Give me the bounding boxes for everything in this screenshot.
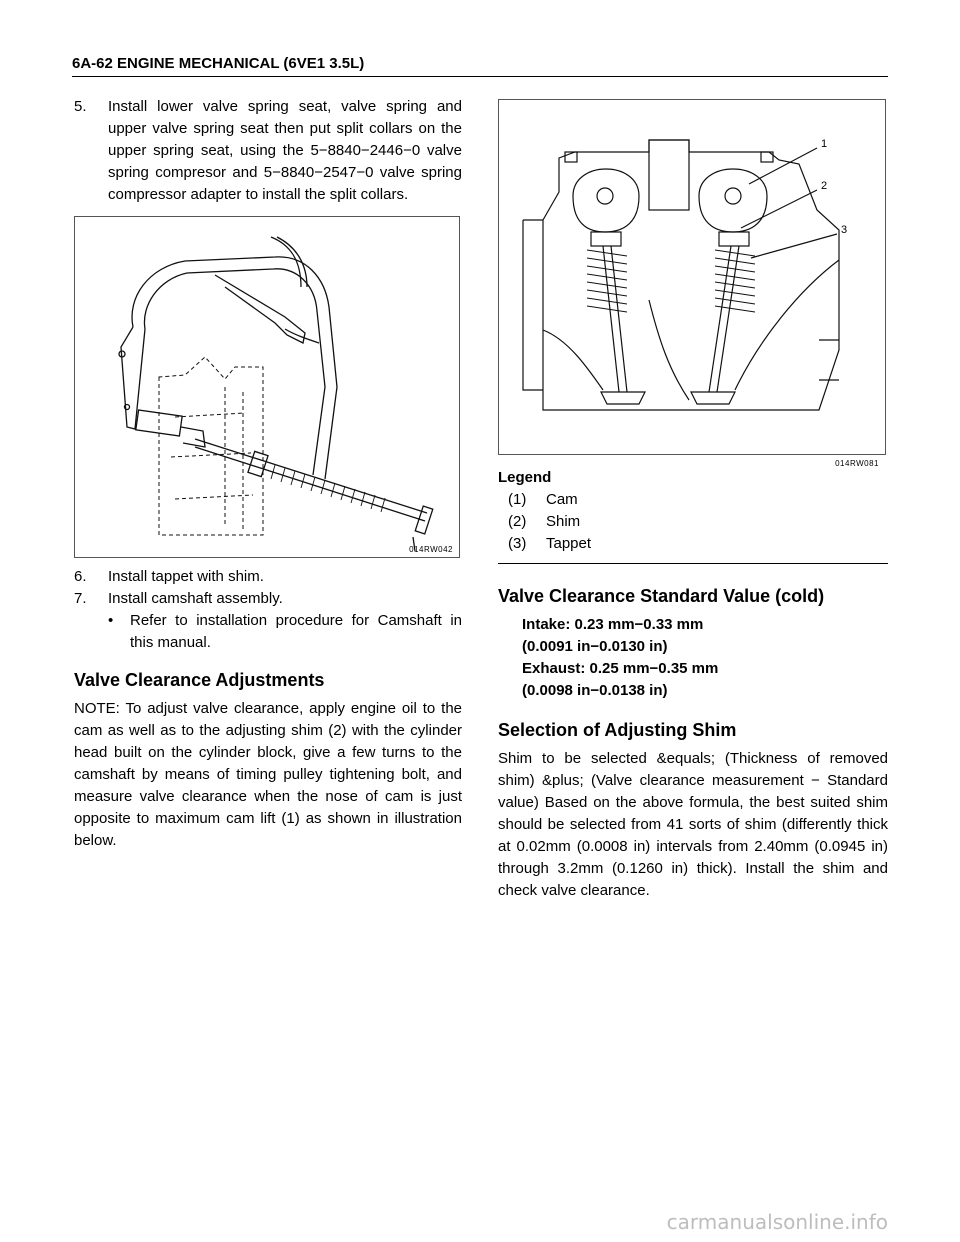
- legend-item: [508, 533, 888, 555]
- valve-spring-compressor-illustration: [75, 217, 459, 557]
- step-6: [74, 566, 462, 588]
- step-number: 5.: [74, 98, 87, 115]
- bullet-camshaft-reference: [108, 610, 462, 654]
- legend-number: (2): [508, 513, 527, 530]
- right-column: [498, 99, 888, 902]
- step-5: [74, 96, 462, 206]
- section-title-selection-of-adjusting-shim: Selection of Adjusting Shim: [498, 720, 737, 740]
- step-number: 6.: [74, 568, 87, 585]
- left-column: [74, 96, 462, 852]
- note-paragraph: NOTE: To adjust valve clearance, apply engine oil to the cam as well as to the adjusting shim (2) with the cylinder head built on the cylinder block, give a few turns to the camshaft by means of timing pulley tightening bolt, and measure valve clearance when the nose of cam is just opposite to maximum cam lift (1) as shown in illustration below.: [74, 700, 462, 849]
- exhaust-value: Exhaust: 0.25 mm−0.35 mm: [522, 660, 719, 677]
- callout-2: 2: [821, 180, 828, 192]
- legend-item: [508, 489, 888, 511]
- legend-item: [508, 511, 888, 533]
- legend-number: (3): [508, 535, 527, 552]
- step-text: Install tappet with shim.: [108, 568, 264, 585]
- bullet-mark: •: [108, 612, 114, 629]
- legend-label: Cam: [546, 491, 578, 508]
- shim-paragraph: Shim to be selected &equals; (Thickness of removed shim) &plus; (Valve clearance measurement − Standard value) Based on the above formula, the best suited shim should be selected from 41 sorts of shim (differently thick at 0.02mm (0.0008 in) intervals from 2.40mm (0.0945 in) through 3.2mm (0.1260 in) thick). Install the shim and check valve clearance.: [498, 750, 888, 899]
- watermark: carmanualsonline.info: [666, 1210, 888, 1234]
- cylinder-head-figure: [498, 99, 886, 468]
- valve-spring-compressor-figure: [74, 216, 460, 558]
- callout-1: 1: [821, 138, 828, 150]
- section-title-valve-clearance-adjustments: Valve Clearance Adjustments: [74, 670, 325, 690]
- cylinder-head-illustration: [499, 100, 885, 454]
- section-title-standard-value: Valve Clearance Standard Value (cold): [498, 586, 825, 606]
- step-text: Install lower valve spring seat, valve spring and upper valve spring seat then put split collars on the upper spring seat, using the 5−8840−2446−0 valve spring compresor and 5−8840−2547−0 valve spring compressor adapter to install the split collars.: [108, 98, 462, 203]
- legend-label: Shim: [546, 513, 581, 530]
- intake-value: Intake: 0.23 mm−0.33 mm: [522, 616, 704, 633]
- exhaust-value-inches: (0.0098 in−0.0138 in): [522, 682, 668, 699]
- bullet-text: Refer to installation procedure for Camshaft in this manual.: [130, 612, 462, 651]
- figure-code: 014RW042: [409, 545, 453, 554]
- step-text: Install camshaft assembly.: [108, 590, 283, 607]
- figure-code: 014RW081: [835, 459, 879, 468]
- step-number: 7.: [74, 590, 87, 607]
- intake-value-inches: (0.0091 in−0.0130 in): [522, 638, 668, 655]
- legend-number: (1): [508, 491, 527, 508]
- page-header: 6A-62 ENGINE MECHANICAL (6VE1 3.5L): [72, 54, 888, 77]
- callout-3: 3: [841, 224, 848, 236]
- legend-label: Tappet: [546, 535, 592, 552]
- step-7: [74, 588, 462, 610]
- legend-title: Legend: [498, 469, 552, 486]
